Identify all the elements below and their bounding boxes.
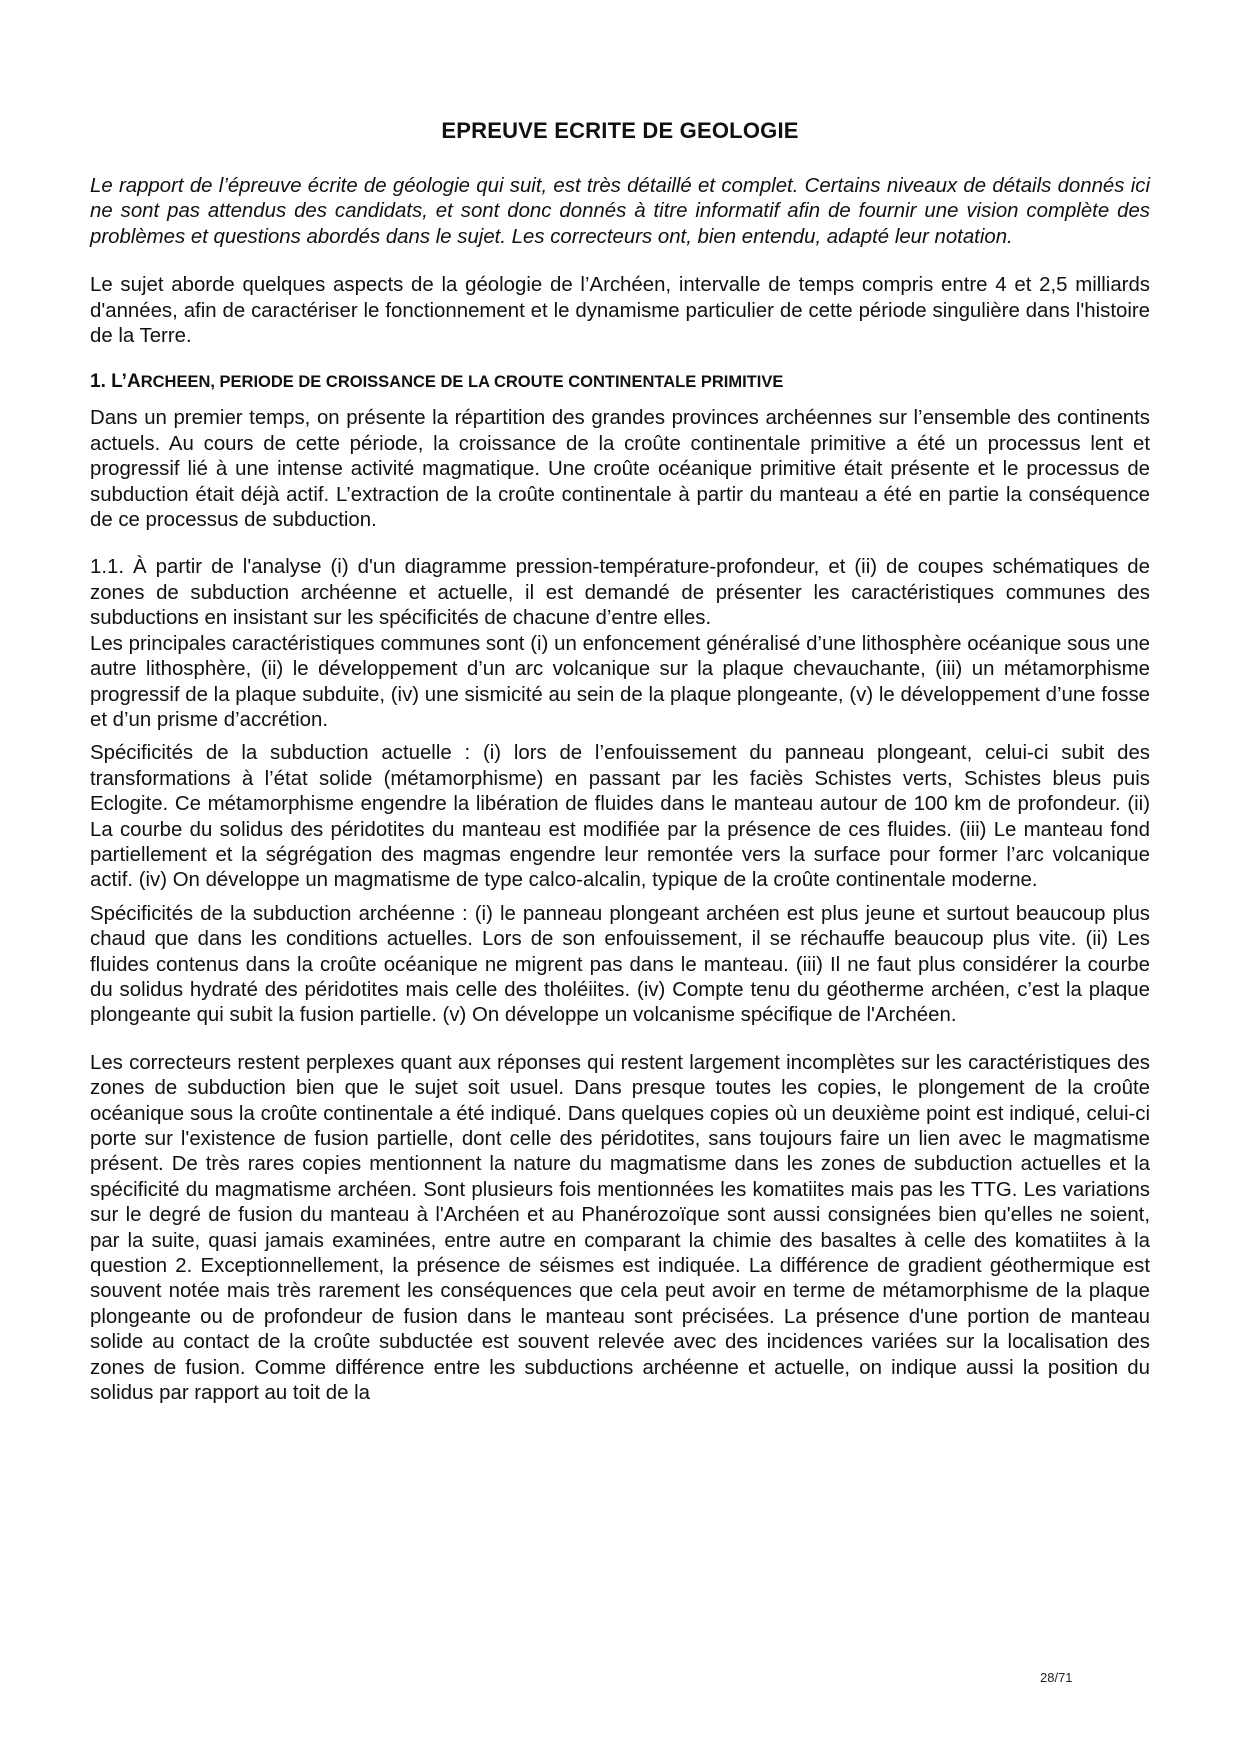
common-characteristics-paragraph: Les principales caractéristiques communes sont (i) un enfoncement généralisé d’une lithosphère océanique sous une autre lithosphère, (ii) le développement d’un arc volcanique sur la plaque chevauchante, (iii) un métamorphisme progressif de la plaque subduite, (iv) une sismicité au sein de la plaque plongeante, (v) le développement d’une fosse et d’un prisme d’accrétion. — [90, 632, 1150, 731]
lead-paragraph: Le sujet aborde quelques aspects de la géologie de l’Archéen, intervalle de temps compris entre 4 et 2,5 milliards d'années, afin de caractériser le fonctionnement et le dynamisme particulier de cette période singulière dans l'histoire de la Terre. — [90, 274, 1150, 348]
section-number: 1. L’ — [90, 371, 127, 393]
page-number: 28/71 — [1040, 1670, 1073, 1685]
question-1-1: 1.1. À partir de l'analyse (i) d'un diagramme pression-température-profondeur, et (ii) de coupes schématiques de zones de subduction archéenne et actuelle, il est demandé de présenter les caractéristiques communes des subductions en insistant sur les spécificités de chacune d’entre elles. — [90, 556, 1150, 630]
intro-paragraph: Le rapport de l’épreuve écrite de géologie qui suit, est très détaillé et complet. Certains niveaux de détails donnés ici ne sont pas attendus des candidats, et sont donc donnés à titre informatif afin de fournir une vision complète des problèmes et questions abordés dans le sujet. Les correcteurs ont, bien entendu, adapté leur notation. — [90, 175, 1150, 248]
modern-subduction-paragraph: Spécificités de la subduction actuelle : (i) lors de l’enfouissement du panneau plongeant, celui-ci subit des transformations à l’état solide (métamorphisme) en passant par les faciès Schistes verts, Schistes bleus puis Eclogite. Ce métamorphisme engendre la libération de fluides dans le manteau autour de 100 km de profondeur. (ii) La courbe du solidus des péridotites du manteau est modifiée par la présence de ces fluides. (iii) Le manteau fond partiellement et la ségrégation des magmas engendre leur remontée vers la surface pour former l’arc volcanique actif. (iv) On développe un magmatisme de type calco-alcalin, typique de la croûte continentale moderne. — [90, 742, 1150, 892]
section-heading-initial: A — [126, 371, 141, 393]
correctors-remarks-paragraph: Les correcteurs restent perplexes quant aux réponses qui restent largement incomplètes sur les caractéristiques des zones de subduction bien que le sujet soit usuel. Dans presque toutes les copies, le plongement de la croûte océanique sous la croûte continentale a été indiqué. Dans quelques copies où un deuxième point est indiqué, celui-ci porte sur l'existence de fusion partielle, dont celle des péridotites, sans toujours faire un lien avec le magmatisme présent. De très rares copies mentionnent la nature du magmatisme dans les zones de subduction actuelles et la spécificité du magmatisme archéen. Sont plusieurs fois mentionnées les komatiites mais pas les TTG. Les variations sur le degré de fusion du manteau à l'Archéen et au Phanérozoïque sont aussi consignées bien qu'elles ne soient, par la suite, quasi jamais examinées, entre autre en comparant la chimie des basaltes à celle des komatiites à la question 2. Exceptionnellement, la présence de séismes est indiquée. La différence de gradient géothermique est souvent notée mais très rarement les conséquences que cela peut avoir en terme de métamorphisme de la plaque plongeante ou de profondeur de fusion dans le manteau sont précisées. La présence d'une portion de manteau solide au contact de la croûte subductée est souvent relevée avec des incidences variées sur la localisation des zones de fusion. Comme différence entre les subductions archéenne et actuelle, on indique aussi la position du solidus par rapport au toit de la — [90, 1051, 1150, 1405]
archean-subduction-paragraph: Spécificités de la subduction archéenne : (i) le panneau plongeant archéen est plus jeune et surtout beaucoup plus chaud que dans les conditions actuelles. Lors de son enfouissement, il se réchauffe beaucoup plus vite. (ii) Les fluides contenus dans la croûte océanique ne migrent pas dans le manteau. (iii) Il ne faut plus considérer la courbe du solidus hydraté des péridotites mais celle des tholéiites. (iv) Compte tenu du géotherme archéen, c’est la plaque plongeante qui subit la fusion partielle. (v) On développe un volcanisme spécifique de l'Archéen. — [90, 902, 1150, 1027]
document-title: EPREUVE ECRITE DE GEOLOGIE — [441, 118, 799, 143]
section-heading — [90, 370, 1150, 394]
section-heading-text: RCHEEN, PERIODE DE CROISSANCE DE LA CROUTE CONTINENTALE PRIMITIVE — [140, 373, 784, 392]
document-page — [90, 118, 1150, 1406]
section-paragraph-overview: Dans un premier temps, on présente la répartition des grandes provinces archéennes sur l’ensemble des continents actuels. Au cours de cette période, la croissance de la croûte continentale primitive a été un processus lent et progressif lié à une intense activité magmatique. Une croûte océanique primitive était présente et le processus de subduction était déjà actif. L’extraction de la croûte continentale à partir du manteau a été en partie la conséquence de ce processus de subduction. — [90, 407, 1150, 532]
